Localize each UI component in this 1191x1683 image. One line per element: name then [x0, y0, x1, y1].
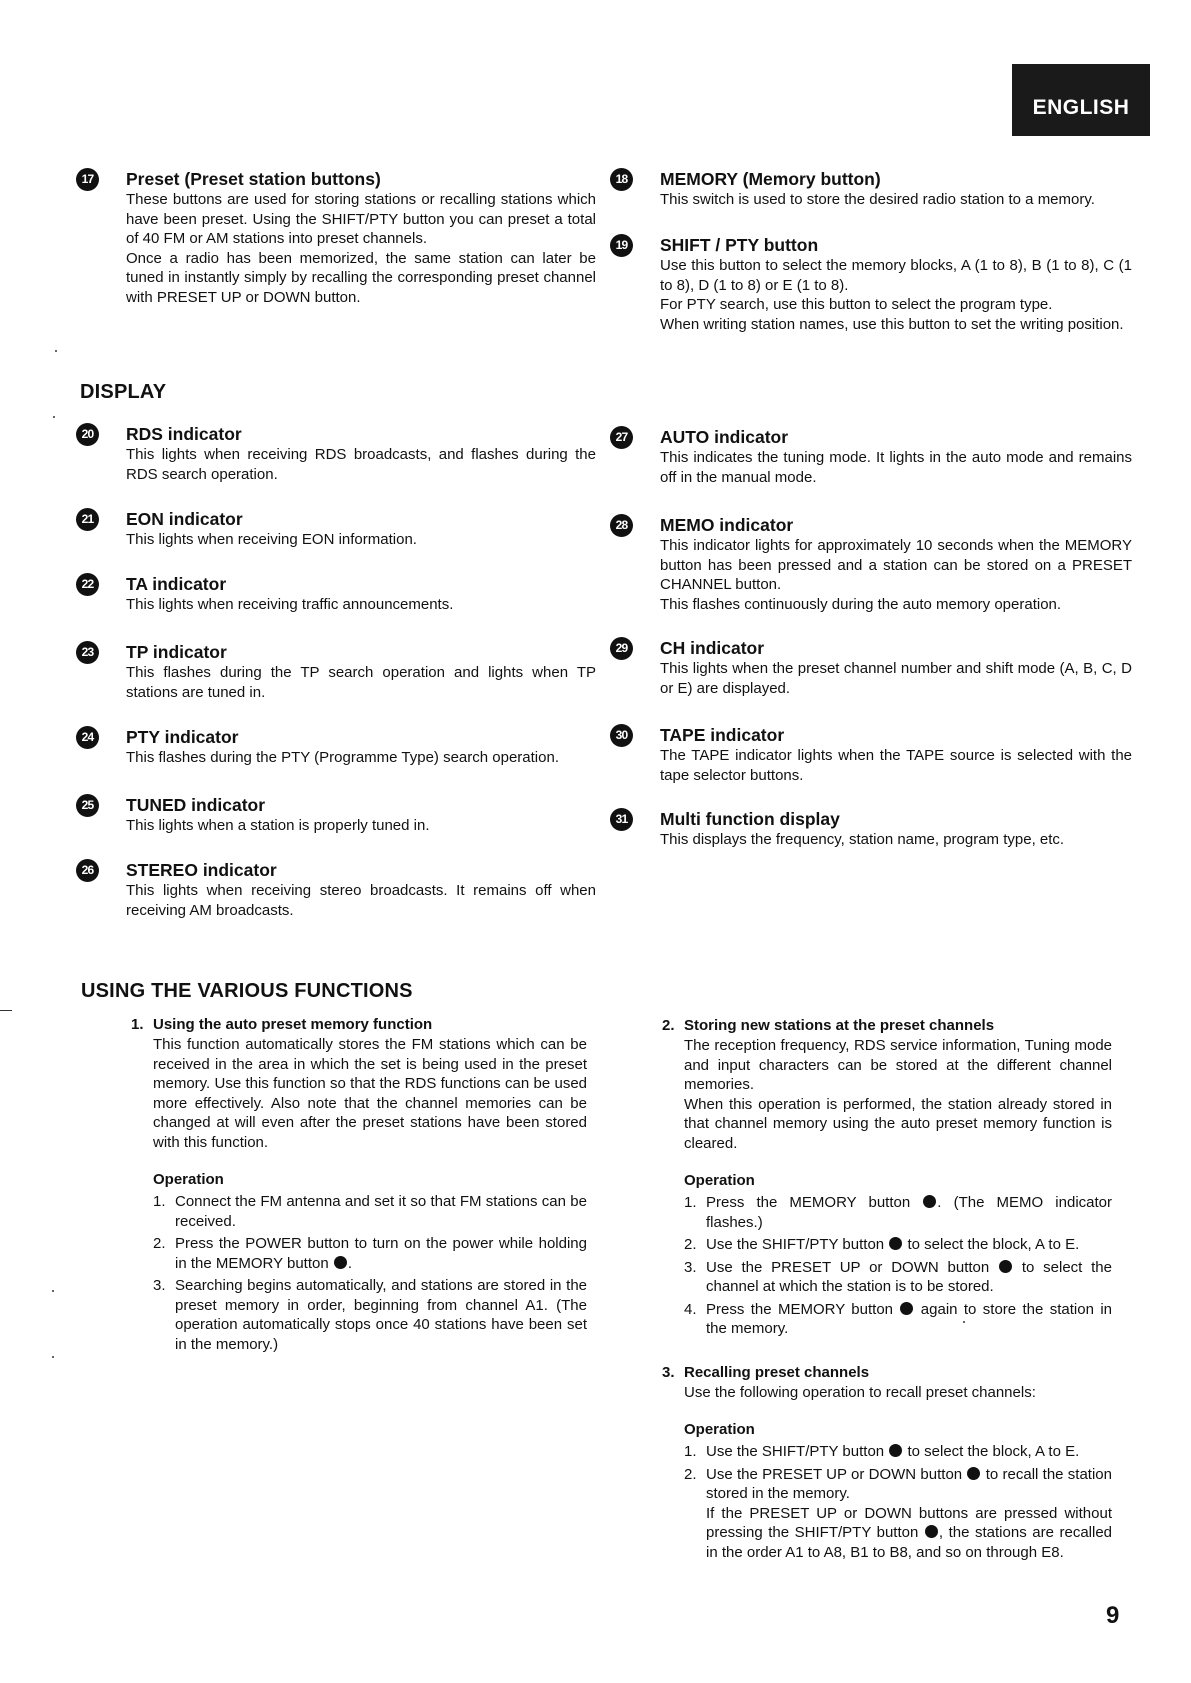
item-title: SHIFT / PTY button: [660, 235, 819, 255]
step-text-end: again to store the station in the memory.: [706, 1300, 1112, 1337]
number-badge-icon: 27: [610, 426, 633, 449]
item-body: This flashes continuously during the auto memory operation.: [660, 595, 1062, 613]
item-title: RDS indicator: [126, 424, 242, 444]
number-badge-icon: 30: [610, 724, 633, 747]
operation-steps: [684, 1442, 1112, 1562]
step-number: 2.: [684, 1236, 697, 1253]
section-title-functions: USING THE VARIOUS FUNCTIONS: [81, 980, 413, 1002]
item-body: For PTY search, use this button to select the program type.: [660, 296, 1053, 313]
step-item: [684, 1442, 1112, 1462]
item-title: MEMORY (Memory button): [660, 169, 881, 189]
reference-marker-icon: [923, 1195, 936, 1208]
item-stereo-indicator: [81, 859, 596, 920]
item-auto-indicator: [615, 426, 1132, 487]
number-badge-icon: 22: [76, 573, 99, 596]
item-body: This displays the frequency, station name, program type, etc.: [660, 831, 1065, 848]
number-badge-icon: 25: [76, 794, 99, 817]
step-note-end: , the stations are recalled in the order A1 to A8, B1 to B8, and so on through E8.: [706, 1524, 1113, 1561]
step-number: 1.: [684, 1194, 697, 1211]
operation-steps: [153, 1192, 587, 1354]
step-text: Use the SHIFT/PTY button: [706, 1443, 889, 1460]
number-badge-icon: 17: [76, 168, 99, 191]
item-body: These buttons are used for storing stations or recalling stations which have been preset. Using the SHIFT/PTY button you can preset a total of 40 FM or AM stations into preset channels.: [126, 191, 596, 247]
step-text-end: to select the channel at which the station is to be stored.: [706, 1258, 1112, 1295]
operation-title: Operation: [684, 1421, 755, 1438]
step-number: 2.: [153, 1235, 166, 1252]
section-title-display: DISPLAY: [80, 381, 167, 403]
step-item: [684, 1235, 1112, 1255]
number-badge-icon: 21: [76, 508, 99, 531]
step-number: 3.: [153, 1277, 166, 1294]
item-body: When writing station names, use this button to set the writing position.: [660, 315, 1124, 333]
number-badge-icon: 28: [610, 514, 633, 537]
step-text: Press the MEMORY button: [706, 1194, 923, 1211]
sub-heading: [131, 1015, 587, 1035]
item-ta-indicator: [81, 573, 596, 615]
step-text-end: to select the block, A to E.: [903, 1443, 1080, 1460]
item-eon-indicator: [81, 508, 596, 550]
step-item: [153, 1234, 587, 1273]
item-title: AUTO indicator: [660, 427, 789, 447]
step-text-end: . (The MEMO indicator flashes.): [706, 1194, 1112, 1231]
reference-marker-icon: [967, 1467, 980, 1480]
item-rds-indicator: [81, 423, 596, 484]
number-badge-icon: 18: [610, 168, 633, 191]
item-body: This lights when the preset channel number and shift mode (A, B, C, D or E) are displayed.: [660, 660, 1132, 697]
item-body: This lights when a station is properly tuned in.: [126, 817, 430, 834]
item-pty-indicator: [81, 726, 596, 768]
step-number: 4.: [684, 1300, 697, 1318]
item-body: This indicator lights for approximately 10 seconds when the MEMORY button has been pressed and a station can be stored on a PRESET CHANNEL button.: [660, 537, 1132, 593]
item-title: TUNED indicator: [126, 795, 266, 815]
item-shift-pty-button: [615, 234, 1132, 334]
item-title: Preset (Preset station buttons): [126, 169, 381, 189]
item-title: TAPE indicator: [660, 725, 785, 745]
step-text: Connect the FM antenna and set it so that FM stations can be received.: [175, 1193, 587, 1230]
sub-storing: [662, 1016, 1113, 1565]
item-body: This lights when receiving EON information.: [126, 531, 417, 548]
step-number: 3.: [684, 1258, 697, 1276]
number-badge-icon: 29: [610, 637, 633, 660]
reference-marker-icon: [900, 1302, 913, 1315]
step-item: [153, 1276, 587, 1354]
step-text: Press the MEMORY button: [706, 1300, 900, 1318]
sub-body: Use the following operation to recall preset channels:: [684, 1383, 1036, 1401]
item-tp-indicator: [81, 641, 596, 702]
item-title: TA indicator: [126, 574, 227, 594]
language-tab: ENGLISH: [1012, 64, 1150, 136]
page-number: 9: [1106, 1602, 1120, 1629]
step-item: [153, 1192, 587, 1231]
item-preset: [81, 168, 596, 307]
number-badge-icon: 23: [76, 641, 99, 664]
scan-speck: [55, 350, 57, 352]
item-title: PTY indicator: [126, 727, 239, 747]
step-text-end: .: [347, 1254, 353, 1272]
item-memory-button: [615, 168, 1132, 210]
step-text: Use the PRESET UP or DOWN button: [706, 1258, 999, 1276]
item-title: EON indicator: [126, 509, 243, 529]
step-item: [684, 1258, 1112, 1297]
item-tape-indicator: [615, 724, 1132, 785]
scan-speck: [52, 1290, 54, 1292]
reference-marker-icon: [999, 1260, 1012, 1273]
step-text: Press the POWER button to turn on the power while holding in the MEMORY button: [175, 1235, 587, 1272]
item-body: This lights when receiving traffic announcements.: [126, 596, 454, 613]
number-badge-icon: 24: [76, 726, 99, 749]
sub-number: 2.: [662, 1017, 675, 1034]
reference-marker-icon: [925, 1525, 938, 1538]
sub-title: Using the auto preset memory function: [153, 1016, 433, 1033]
item-body: This indicates the tuning mode. It lights in the auto mode and remains off in the manual mode.: [660, 449, 1132, 486]
item-title: MEMO indicator: [660, 515, 794, 535]
scan-speck: [52, 1356, 54, 1358]
item-multi-function-display: [615, 808, 1132, 850]
sub-title: Recalling preset channels: [684, 1363, 870, 1381]
scan-speck: [53, 416, 55, 418]
item-memo-indicator: [615, 514, 1132, 614]
sub-body: When this operation is performed, the station already stored in that channel memory using the auto preset memory function is cleared.: [684, 1095, 1112, 1152]
item-body: This flashes during the PTY (Programme Type) search operation.: [126, 749, 559, 766]
number-badge-icon: 19: [610, 234, 633, 257]
reference-marker-icon: [334, 1256, 347, 1269]
step-note: If the PRESET UP or DOWN buttons are pressed without pressing the SHIFT/PTY button: [706, 1504, 1112, 1541]
item-body: Use this button to select the memory blocks, A (1 to 8), B (1 to 8), C (1 to 8), D (1 to 8) or E (1 to 8).: [660, 257, 1132, 294]
reference-marker-icon: [889, 1237, 902, 1250]
item-ch-indicator: [615, 637, 1132, 698]
step-item: [684, 1465, 1112, 1563]
reference-marker-icon: [889, 1444, 902, 1457]
step-text: Use the SHIFT/PTY button: [706, 1236, 889, 1253]
number-badge-icon: 20: [76, 423, 99, 446]
item-title: STEREO indicator: [126, 860, 277, 880]
step-item: [684, 1193, 1112, 1232]
step-text-end: to recall the station stored in the memory.: [706, 1465, 1112, 1502]
item-body: The TAPE indicator lights when the TAPE source is selected with the tape selector buttons.: [660, 747, 1132, 784]
step-number: 1.: [153, 1193, 166, 1210]
sub-number: 3.: [662, 1363, 675, 1381]
item-body: This switch is used to store the desired radio station to a memory.: [660, 191, 1095, 208]
step-number: 2.: [684, 1465, 697, 1483]
item-body: This lights when receiving RDS broadcasts, and flashes during the RDS search operation.: [126, 446, 596, 483]
item-title: CH indicator: [660, 638, 765, 658]
step-item: [684, 1300, 1112, 1339]
step-text-end: to select the block, A to E.: [903, 1236, 1080, 1253]
scan-speck: [963, 1321, 965, 1323]
operation-steps: [684, 1193, 1112, 1339]
sub-auto-preset: [131, 1015, 587, 1357]
item-title: TP indicator: [126, 642, 227, 662]
item-body: This flashes during the TP search operation and lights when TP stations are tuned in.: [126, 664, 596, 701]
operation-title: Operation: [684, 1172, 755, 1189]
item-tuned-indicator: [81, 794, 596, 836]
sub-heading: [662, 1363, 1112, 1383]
item-body: This lights when receiving stereo broadcasts. It remains off when receiving AM broadcasts.: [126, 882, 596, 919]
step-number: 1.: [684, 1443, 697, 1460]
item-body: Once a radio has been memorized, the same station can later be tuned in instantly simply by recalling the corresponding preset channel with PRESET UP or DOWN button.: [126, 249, 596, 306]
step-text: Use the PRESET UP or DOWN button: [706, 1465, 967, 1483]
sub-title: Storing new stations at the preset channels: [684, 1017, 995, 1034]
item-title: Multi function display: [660, 809, 840, 829]
step-text: Searching begins automatically, and stations are stored in the preset memory in order, beginning from channel A1. (The operation automatically stops once 40 stations have been set in the memory.): [175, 1277, 587, 1353]
sub-heading: [662, 1016, 1112, 1036]
scan-edge-mark: [0, 1010, 12, 1011]
sub-body: This function automatically stores the FM stations which can be received in the area in which the set is being used in the preset memory. Use this function so that the RDS functions can be used more effectively. Also note that the channel memories can be changed at will even after the preset stations have been stored with this function.: [153, 1036, 587, 1151]
number-badge-icon: 26: [76, 859, 99, 882]
number-badge-icon: 31: [610, 808, 633, 831]
operation-title: Operation: [153, 1171, 224, 1188]
sub-number: 1.: [131, 1016, 144, 1033]
sub-body: The reception frequency, RDS service information, Tuning mode and input characters can be stored at the different channel memories.: [684, 1037, 1112, 1093]
